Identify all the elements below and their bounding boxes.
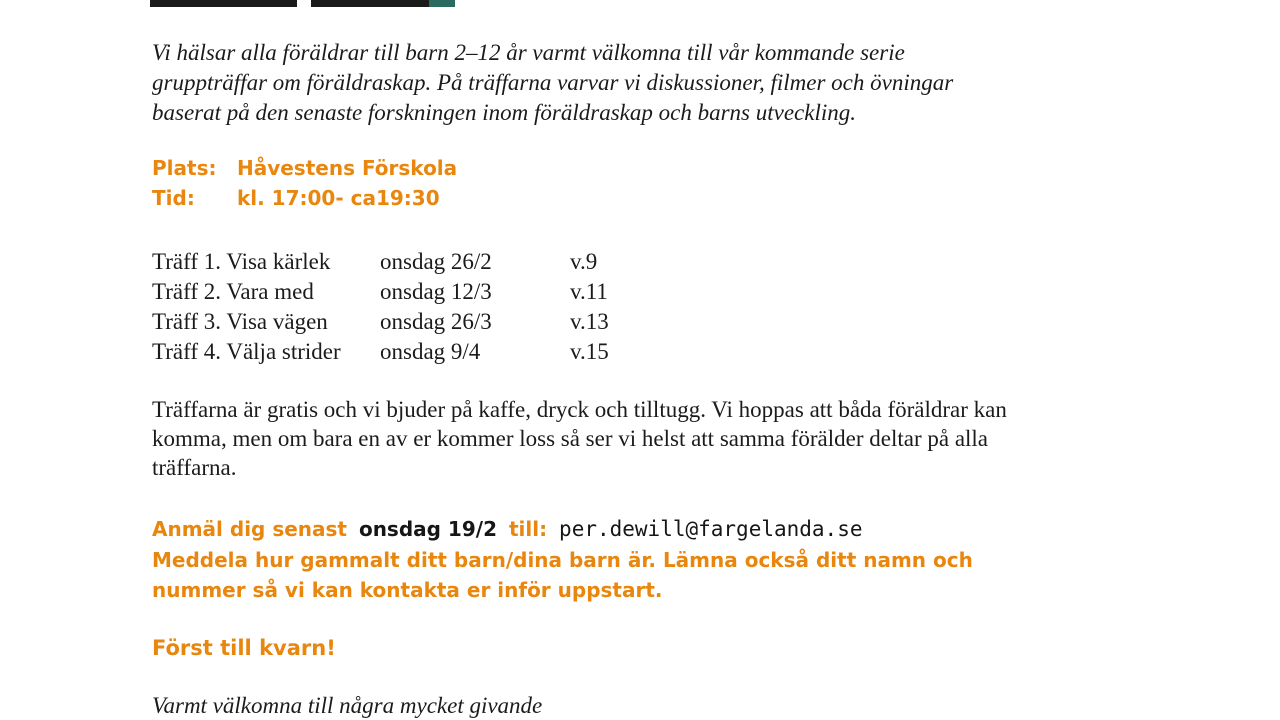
- farewell-line: Varmt välkomna till några mycket givande: [152, 693, 543, 718]
- signup-deadline-line: [152, 514, 973, 545]
- email-address: per.dewill@fargelanda.se: [559, 517, 863, 541]
- first-come-heading: Först till kvarn!: [152, 636, 336, 660]
- cutoff-title-segment: [150, 0, 297, 7]
- schedule-table: [152, 247, 609, 367]
- session-date: onsdag 26/3: [380, 309, 492, 334]
- intro-line: baserat på den senaste forskningen inom föräldraskap och barns utveckling.: [152, 100, 856, 125]
- cutoff-title-segment: [311, 0, 429, 7]
- signup-instructions-line: nummer så vi kan kontakta er inför uppstart.: [152, 578, 663, 602]
- cutoff-title-colored-segment: [429, 0, 455, 7]
- location-label: Plats:: [152, 156, 217, 180]
- time-label: Tid:: [152, 186, 195, 210]
- signup-block: [152, 514, 973, 605]
- time-row: [152, 183, 457, 213]
- schedule-row: [152, 247, 609, 277]
- info-line: träffarna.: [152, 455, 237, 480]
- info-line: komma, men om bara en av er kommer loss så ser vi helst att samma förälder deltar på alla: [152, 426, 989, 451]
- signup-instructions-line: Meddela hur gammalt ditt barn/dina barn är. Lämna också ditt namn och: [152, 548, 973, 572]
- session-title: Träff 3. Visa vägen: [152, 309, 328, 334]
- time-value: kl. 17:00- ca19:30: [236, 186, 440, 210]
- location-row: [152, 153, 457, 183]
- session-week: v.13: [570, 309, 609, 334]
- info-line: Träffarna är gratis och vi bjuder på kaffe, dryck och tilltugg. Vi hoppas att båda föräldrar kan: [152, 397, 1007, 422]
- location-value: Håvestens Förskola: [236, 156, 458, 180]
- session-title: Träff 2. Vara med: [152, 279, 314, 304]
- session-week: v.15: [570, 339, 609, 364]
- session-date: onsdag 12/3: [380, 279, 492, 304]
- session-date: onsdag 26/2: [380, 249, 492, 274]
- info-paragraph: [152, 395, 1007, 482]
- intro-line: gruppträffar om föräldraskap. På träffarna varvar vi diskussioner, filmer och övningar: [152, 70, 954, 95]
- schedule-row: [152, 307, 609, 337]
- signup-till-label: till:: [501, 517, 555, 541]
- cutoff-title-gap: [297, 0, 311, 7]
- intro-line: Vi hälsar alla föräldrar till barn 2–12 år varmt välkomna till vår kommande serie: [152, 40, 905, 65]
- signup-prefix: Anmäl dig senast: [152, 517, 354, 541]
- session-title: Träff 4. Välja strider: [152, 339, 341, 364]
- signup-deadline: onsdag 19/2: [358, 517, 497, 541]
- session-date: onsdag 9/4: [380, 339, 481, 364]
- cutoff-title-remnant: [150, 0, 455, 7]
- session-title: Träff 1. Visa kärlek: [152, 249, 331, 274]
- intro-paragraph: [152, 38, 953, 128]
- location-time-block: [152, 153, 457, 213]
- session-week: v.11: [570, 279, 608, 304]
- schedule-row: [152, 337, 609, 367]
- session-week: v.9: [570, 249, 598, 274]
- schedule-row: [152, 277, 609, 307]
